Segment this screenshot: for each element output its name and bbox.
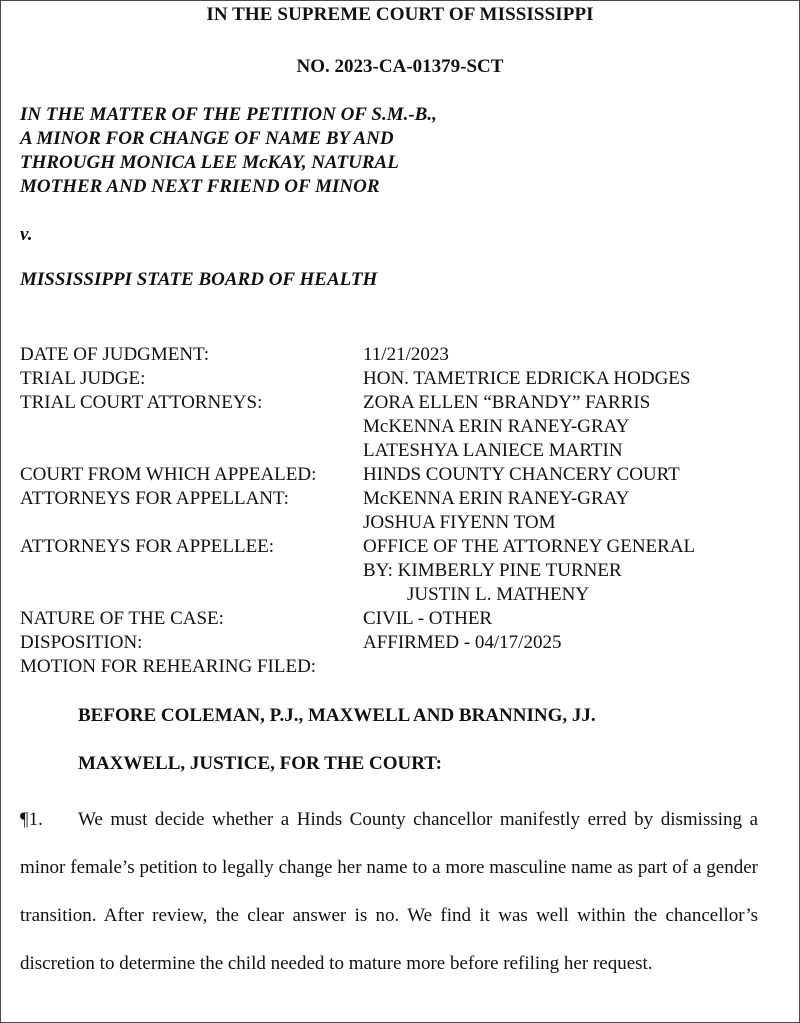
info-row-nature-of-case	[20, 607, 780, 631]
info-values	[363, 463, 780, 487]
opinion-author: MAXWELL, JUSTICE, FOR THE COURT:	[78, 753, 442, 774]
paragraph-text: We must decide whether a Hinds County chancellor manifestly erred by dismissing a minor female’s petition to legally change her name to a more masculine name as part of a gender transition. After review, the clear answer is no. We find it was well within the chancellor’s discretion to determine the child needed to mature more before refiling her request.	[20, 809, 758, 974]
info-value: McKENNA ERIN RANEY-GRAY	[363, 416, 630, 437]
court-title: IN THE SUPREME COURT OF MISSISSIPPI	[206, 4, 594, 25]
info-label: DISPOSITION:	[20, 632, 143, 653]
info-value: OFFICE OF THE ATTORNEY GENERAL	[363, 536, 696, 557]
info-label: TRIAL JUDGE:	[20, 368, 146, 389]
opinion-paragraph	[20, 796, 758, 988]
info-value: McKENNA ERIN RANEY-GRAY	[363, 488, 630, 509]
info-label: NATURE OF THE CASE:	[20, 608, 224, 629]
case-caption-matter	[20, 103, 437, 199]
info-row-trial-court-attorneys	[20, 391, 780, 463]
caption-line: MOTHER AND NEXT FRIEND OF MINOR	[20, 176, 380, 197]
info-label: DATE OF JUDGMENT:	[20, 344, 210, 365]
info-value: AFFIRMED - 04/17/2025	[363, 632, 562, 653]
info-value: JOSHUA FIYENN TOM	[363, 512, 556, 533]
caption-line: A MINOR FOR CHANGE OF NAME BY AND	[20, 128, 394, 149]
info-label: TRIAL COURT ATTORNEYS:	[20, 392, 263, 413]
info-value: ZORA ELLEN “BRANDY” FARRIS	[363, 392, 651, 413]
info-label: ATTORNEYS FOR APPELLEE:	[20, 536, 275, 557]
info-label: COURT FROM WHICH APPEALED:	[20, 464, 317, 485]
info-value: HON. TAMETRICE EDRICKA HODGES	[363, 368, 691, 389]
info-value: LATESHYA LANIECE MARTIN	[363, 440, 623, 461]
info-row-attorneys-appellee	[20, 535, 780, 607]
caption-line: IN THE MATTER OF THE PETITION OF S.M.-B.,	[20, 104, 437, 125]
info-values	[363, 631, 780, 655]
info-row-court-appealed	[20, 463, 780, 487]
case-number: NO. 2023-CA-01379-SCT	[296, 56, 504, 77]
info-values	[363, 343, 780, 367]
info-row-motion-rehearing	[20, 655, 780, 679]
panel-line: BEFORE COLEMAN, P.J., MAXWELL AND BRANNING, JJ.	[78, 705, 596, 726]
info-value: CIVIL - OTHER	[363, 608, 493, 629]
info-row-attorneys-appellant	[20, 487, 780, 535]
info-label: MOTION FOR REHEARING FILED:	[20, 656, 317, 677]
caption-versus: v.	[20, 224, 33, 245]
info-row-date-of-judgment	[20, 343, 780, 367]
info-values	[363, 367, 780, 391]
info-row-disposition	[20, 631, 780, 655]
info-values	[363, 607, 780, 631]
info-value: JUSTIN L. MATHENY	[407, 584, 590, 605]
info-value: BY: KIMBERLY PINE TURNER	[363, 560, 622, 581]
info-values	[363, 487, 780, 535]
caption-respondent: MISSISSIPPI STATE BOARD OF HEALTH	[20, 269, 378, 290]
info-label: ATTORNEYS FOR APPELLANT:	[20, 488, 289, 509]
info-value: HINDS COUNTY CHANCERY COURT	[363, 464, 680, 485]
info-values	[363, 391, 780, 463]
info-value: 11/21/2023	[363, 344, 449, 365]
info-values	[363, 535, 780, 607]
paragraph-number: ¶1.	[20, 809, 43, 830]
info-values	[363, 655, 780, 679]
case-info-block	[20, 343, 780, 679]
info-row-trial-judge	[20, 367, 780, 391]
caption-line: THROUGH MONICA LEE McKAY, NATURAL	[20, 152, 399, 173]
